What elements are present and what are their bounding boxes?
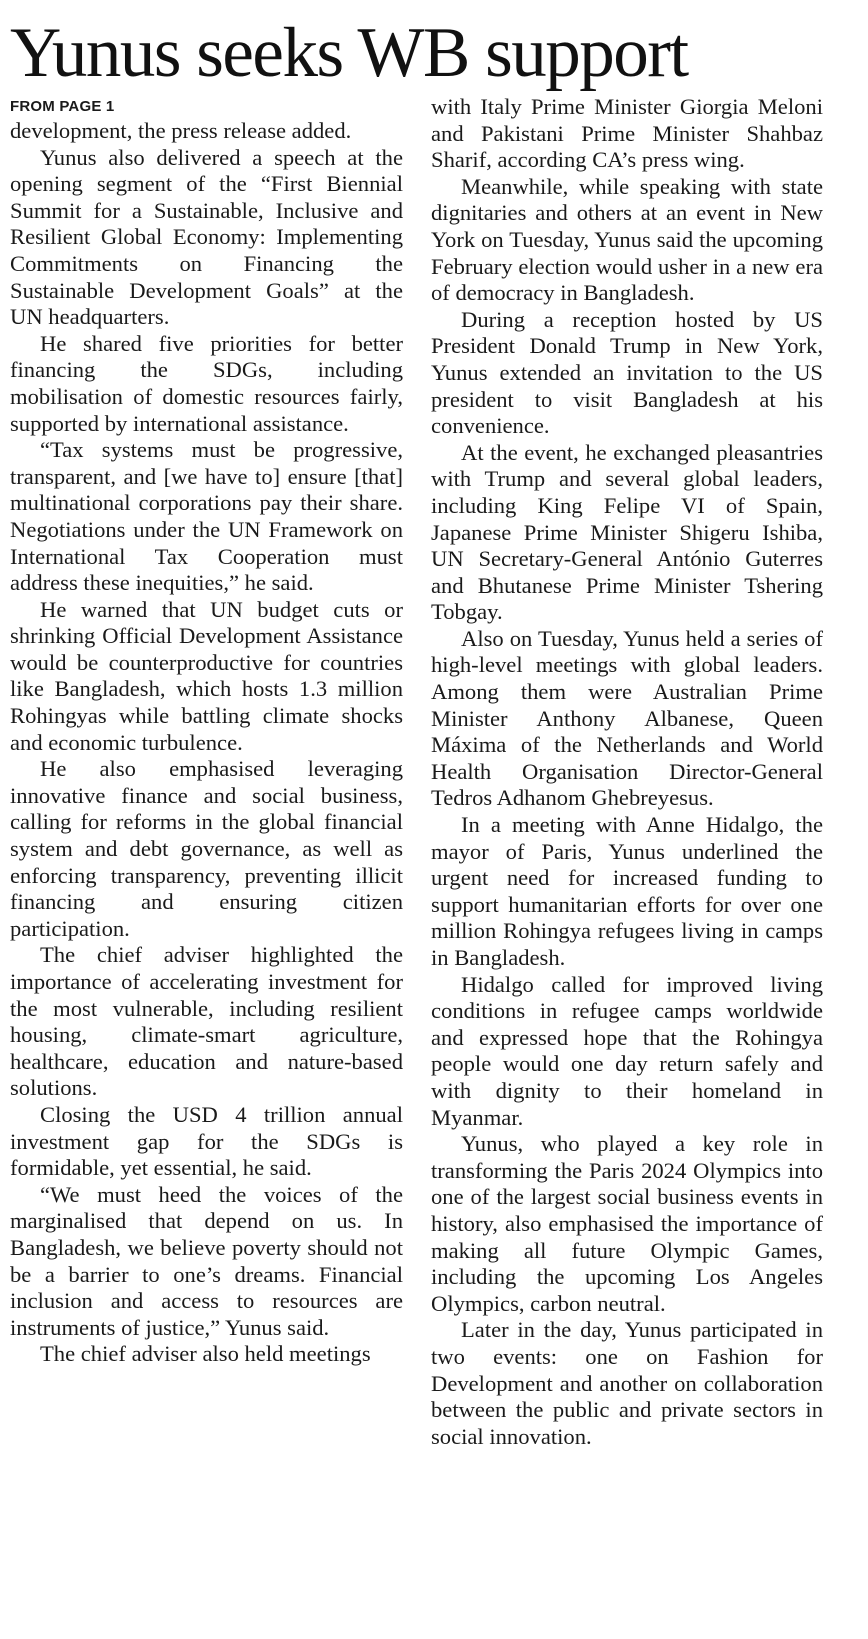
paragraph: “Tax systems must be progressive, transparent, and [we have to] ensure [that] multinational corporations pay their share. Negotiations under the UN Framework on International Tax Cooperation must address these inequities,” he said. <box>10 437 403 596</box>
continuation-kicker: FROM PAGE 1 <box>10 98 115 115</box>
paragraph: In a meeting with Anne Hidalgo, the mayor of Paris, Yunus underlined the urgent need for increased funding to support humanitarian efforts for over one million Rohingya refugees living in camps in Bangladesh. <box>431 812 823 970</box>
paragraph: The chief adviser highlighted the importance of accelerating investment for the most vulnerable, including resilient housing, climate-smart agriculture, healthcare, education and nature-based solutions. <box>10 942 403 1101</box>
paragraph: Yunus, who played a key role in transforming the Paris 2024 Olympics into one of the largest social business events in history, also emphasised the importance of making all future Olympic Games, including the upcoming Los Angeles Olympics, carbon neutral. <box>431 1131 823 1316</box>
paragraph: During a reception hosted by US President Donald Trump in New York, Yunus extended an invitation to the US president to visit Bangladesh at his convenience. <box>431 306 823 439</box>
paragraph: The chief adviser also held meetings <box>40 1341 371 1367</box>
paragraph: development, the press release added. <box>10 118 352 143</box>
left-column <box>10 96 403 1368</box>
paragraph: He also emphasised leveraging innovative finance and social business, calling for reforms in the global financial system and debt governance, as well as enforcing transparency, preventing illicit financing and ensuring citizen participation. <box>10 756 403 941</box>
paragraph: He warned that UN budget cuts or shrinking Official Development Assistance would be counterproductive for countries like Bangladesh, which hosts 1.3 million Rohingyas while battling climate shocks and economic turbulence. <box>10 596 403 755</box>
paragraph: Meanwhile, while speaking with state dignitaries and others at an event in New York on Tuesday, Yunus said the upcoming February election would usher in a new era of democracy in Bangladesh. <box>431 173 823 306</box>
paragraph: Later in the day, Yunus participated in two events: one on Fashion for Development and another on collaboration between the public and private sectors in social innovation. <box>431 1317 823 1449</box>
right-column <box>431 94 823 1450</box>
paragraph: with Italy Prime Minister Giorgia Meloni and Pakistani Prime Minister Shahbaz Sharif, according CA’s press wing. <box>431 94 823 173</box>
headline: Yunus seeks WB support <box>10 14 688 92</box>
paragraph: “We must heed the voices of the marginalised that depend on us. In Bangladesh, we believe poverty should not be a barrier to one’s dreams. Financial inclusion and access to resources are instruments of justice,” Yunus said. <box>10 1181 403 1340</box>
paragraph: At the event, he exchanged pleasantries with Trump and several global leaders, including King Felipe VI of Spain, Japanese Prime Minister Shigeru Ishiba, UN Secretary-General António Guterres and Bhutanese Prime Minister Tshering Tobgay. <box>431 439 823 625</box>
paragraph: Also on Tuesday, Yunus held a series of high-level meetings with global leaders. Among them were Australian Prime Minister Anthony Albanese, Queen Máxima of the Netherlands and World Health Organisation Director-General Tedros Adhanom Ghebreyesus. <box>431 625 823 811</box>
paragraph: Yunus also delivered a speech at the opening segment of the “First Biennial Summit for a Sustainable, Inclusive and Resilient Global Economy: Implementing Commitments on Financing the Sustainable Development Goals” at the UN headquarters. <box>10 144 403 330</box>
paragraph: Hidalgo called for improved living conditions in refugee camps worldwide and expressed hope that the Rohingya people would one day return safely and with dignity to their homeland in Myanmar. <box>431 971 823 1130</box>
paragraph: Closing the USD 4 trillion annual investment gap for the SDGs is formidable, yet essential, he said. <box>10 1101 403 1181</box>
paragraph: He shared five priorities for better financing the SDGs, including mobilisation of domestic resources fairly, supported by international assistance. <box>10 330 403 436</box>
